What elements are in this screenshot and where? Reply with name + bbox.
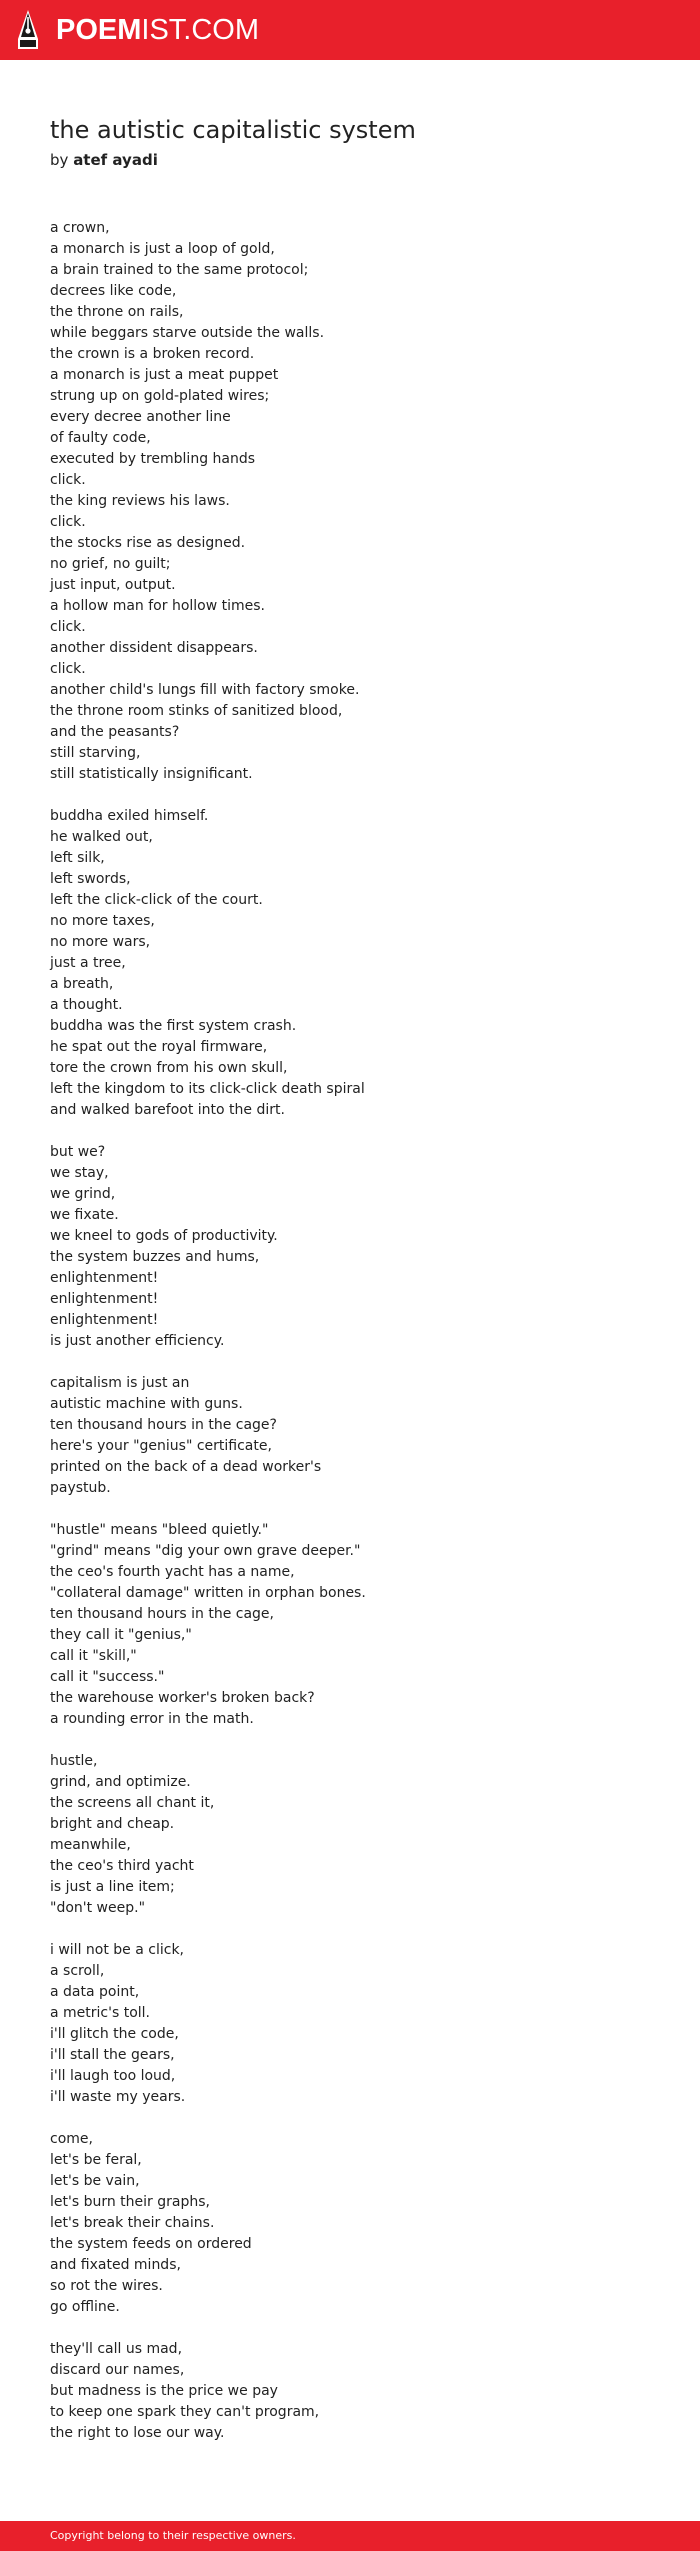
- poem-line: they call it "genius,": [50, 1627, 192, 1643]
- author-name[interactable]: atef ayadi: [73, 151, 158, 169]
- poem-line: we kneel to gods of productivity.: [50, 1228, 278, 1244]
- stanza: [50, 1373, 650, 1499]
- poem-line: printed on the back of a dead worker's: [50, 1459, 322, 1475]
- poem-line: i'll glitch the code,: [50, 2026, 179, 2042]
- poem-line: call it "success.": [50, 1669, 165, 1685]
- site-logo[interactable]: [16, 9, 259, 51]
- poem-line: let's break their chains.: [50, 2215, 215, 2231]
- poem-line: the crown is a broken record.: [50, 346, 255, 362]
- poem-line: call it "skill,": [50, 1648, 137, 1664]
- pen-nib-icon: [16, 9, 40, 51]
- poem-line: the throne room stinks of sanitized blood,: [50, 703, 343, 719]
- poem-line: grind, and optimize.: [50, 1774, 191, 1790]
- logo-text-light: IST.COM: [141, 14, 260, 46]
- poem-line: we stay,: [50, 1165, 109, 1181]
- poem-line: "don't weep.": [50, 1900, 146, 1916]
- poem-line: left the click-click of the court.: [50, 892, 263, 908]
- poem-line: left swords,: [50, 871, 131, 887]
- poem-line: to keep one spark they can't program,: [50, 2404, 320, 2420]
- byline: [50, 149, 158, 171]
- poem-line: the throne on rails,: [50, 304, 184, 320]
- poem-line: decrees like code,: [50, 283, 177, 299]
- poem-line: click.: [50, 514, 86, 530]
- poem-line: left the kingdom to its click-click death spiral: [50, 1081, 365, 1097]
- poem-line: while beggars starve outside the walls.: [50, 325, 325, 341]
- byline-label: by: [50, 151, 69, 169]
- copyright-notice: Copyright belong to their respective owners.: [50, 2529, 296, 2542]
- poem-line: a scroll,: [50, 1963, 105, 1979]
- poem-line: let's be vain,: [50, 2173, 140, 2189]
- poem-line: the right to lose our way.: [50, 2425, 225, 2441]
- site-footer: [0, 2521, 700, 2551]
- poem-line: we grind,: [50, 1186, 116, 1202]
- poem-line: he walked out,: [50, 829, 153, 845]
- poem-line: capitalism is just an: [50, 1375, 190, 1391]
- poem-line: paystub.: [50, 1480, 111, 1496]
- site-logo-text: [56, 9, 259, 51]
- stanza: [50, 806, 650, 1121]
- poem-line: the warehouse worker's broken back?: [50, 1690, 315, 1706]
- poem-line: a thought.: [50, 997, 123, 1013]
- poem-line: a data point,: [50, 1984, 140, 2000]
- poem-line: strung up on gold-plated wires;: [50, 388, 270, 404]
- poem-line: the king reviews his laws.: [50, 493, 230, 509]
- stanza: [50, 1142, 650, 1352]
- poem-line: just a tree,: [50, 955, 126, 971]
- poem-line: the ceo's third yacht: [50, 1858, 194, 1874]
- poem-line: and walked barefoot into the dirt.: [50, 1102, 285, 1118]
- poem-line: let's burn their graphs,: [50, 2194, 210, 2210]
- poem-line: is just a line item;: [50, 1879, 175, 1895]
- poem-line: a brain trained to the same protocol;: [50, 262, 309, 278]
- poem-line: a monarch is just a meat puppet: [50, 367, 279, 383]
- poem-line: buddha exiled himself.: [50, 808, 209, 824]
- poem-line: autistic machine with guns.: [50, 1396, 243, 1412]
- poem-line: i'll waste my years.: [50, 2089, 186, 2105]
- stanza: [50, 2339, 650, 2444]
- stanza: [50, 1751, 650, 1919]
- poem-line: is just another efficiency.: [50, 1333, 225, 1349]
- poem-line: i will not be a click,: [50, 1942, 184, 1958]
- poem-line: let's be feral,: [50, 2152, 142, 2168]
- poem-line: discard our names,: [50, 2362, 185, 2378]
- poem-line: a crown,: [50, 220, 110, 236]
- poem-line: i'll laugh too loud,: [50, 2068, 176, 2084]
- poem-line: tore the crown from his own skull,: [50, 1060, 288, 1076]
- poem-line: click.: [50, 661, 86, 677]
- poem-line: left silk,: [50, 850, 105, 866]
- poem-line: and the peasants?: [50, 724, 180, 740]
- poem-line: another dissident disappears.: [50, 640, 258, 656]
- poem-line: so rot the wires.: [50, 2278, 163, 2294]
- poem-line: of faulty code,: [50, 430, 151, 446]
- poem-line: still starving,: [50, 745, 141, 761]
- poem-line: no grief, no guilt;: [50, 556, 171, 572]
- poem-line: ten thousand hours in the cage,: [50, 1606, 274, 1622]
- poem-line: a breath,: [50, 976, 114, 992]
- poem-line: just input, output.: [50, 577, 176, 593]
- poem-line: a monarch is just a loop of gold,: [50, 241, 275, 257]
- poem-line: here's your "genius" certificate,: [50, 1438, 272, 1454]
- poem-line: he spat out the royal firmware,: [50, 1039, 268, 1055]
- poem-line: the system feeds on ordered: [50, 2236, 252, 2252]
- poem-line: the system buzzes and hums,: [50, 1249, 260, 1265]
- poem-line: still statistically insignificant.: [50, 766, 253, 782]
- poem-line: meanwhile,: [50, 1837, 131, 1853]
- poem-line: the ceo's fourth yacht has a name,: [50, 1564, 295, 1580]
- stanza: [50, 218, 650, 785]
- poem-line: we fixate.: [50, 1207, 119, 1223]
- poem-line: i'll stall the gears,: [50, 2047, 175, 2063]
- poem-line: executed by trembling hands: [50, 451, 256, 467]
- poem-line: go offline.: [50, 2299, 120, 2315]
- poem-line: "hustle" means "bleed quietly.": [50, 1522, 269, 1538]
- poem-line: buddha was the first system crash.: [50, 1018, 297, 1034]
- poem-line: another child's lungs fill with factory smoke.: [50, 682, 360, 698]
- stanza: [50, 1940, 650, 2108]
- poem-line: the stocks rise as designed.: [50, 535, 246, 551]
- poem-line: "grind" means "dig your own grave deeper.": [50, 1543, 361, 1559]
- logo-text-bold: POEM: [56, 14, 142, 46]
- poem-line: ten thousand hours in the cage?: [50, 1417, 277, 1433]
- poem-line: click.: [50, 472, 86, 488]
- poem-line: enlightenment!: [50, 1291, 159, 1307]
- poem-line: "collateral damage" written in orphan bones.: [50, 1585, 366, 1601]
- poem-line: but madness is the price we pay: [50, 2383, 278, 2399]
- poem-line: hustle,: [50, 1753, 98, 1769]
- stanza: [50, 1520, 650, 1730]
- poem-line: bright and cheap.: [50, 1816, 175, 1832]
- poem-line: come,: [50, 2131, 93, 2147]
- poem-line: and fixated minds,: [50, 2257, 181, 2273]
- poem-line: enlightenment!: [50, 1312, 159, 1328]
- stanza: [50, 2129, 650, 2318]
- poem-line: they'll call us mad,: [50, 2341, 183, 2357]
- poem-body: [50, 218, 650, 2465]
- poem-line: enlightenment!: [50, 1270, 159, 1286]
- poem-line: but we?: [50, 1144, 106, 1160]
- poem-line: the screens all chant it,: [50, 1795, 215, 1811]
- poem-line: click.: [50, 619, 86, 635]
- poem-line: no more wars,: [50, 934, 151, 950]
- poem-line: no more taxes,: [50, 913, 155, 929]
- site-header: [0, 0, 700, 60]
- poem-line: a hollow man for hollow times.: [50, 598, 266, 614]
- poem-line: a rounding error in the math.: [50, 1711, 254, 1727]
- poem-line: every decree another line: [50, 409, 231, 425]
- poem-title: the autistic capitalistic system: [50, 116, 416, 144]
- poem-line: a metric's toll.: [50, 2005, 150, 2021]
